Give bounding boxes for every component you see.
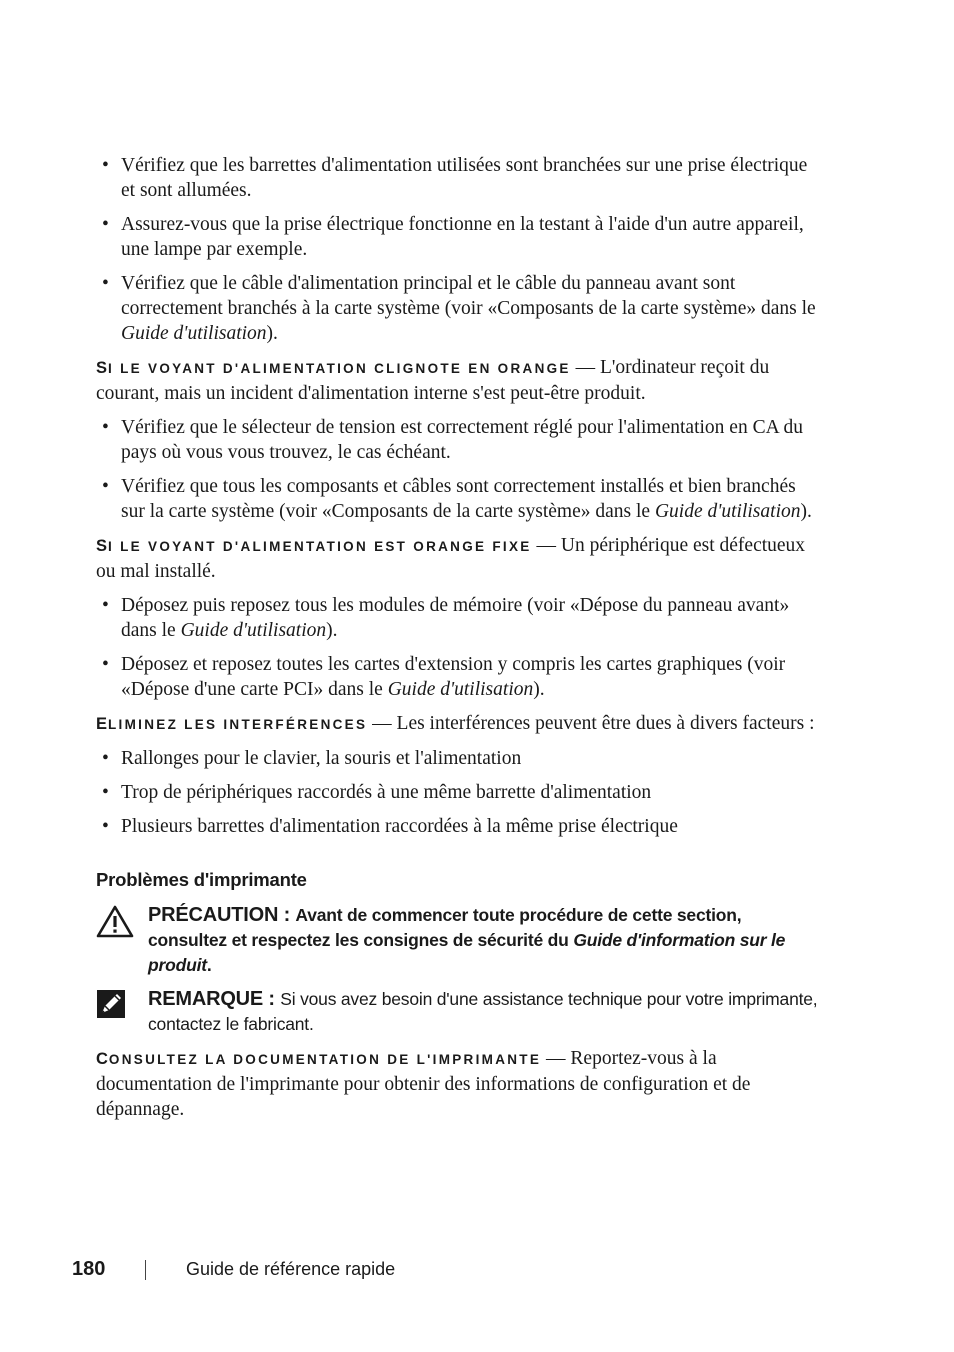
- list-item: [96, 652, 824, 702]
- label-dash: —: [570, 357, 600, 378]
- item-text-end: ).: [800, 501, 812, 522]
- list-item: • Vérifiez que le sélecteur de tension est correctement réglé pour l'alimentation en CA du pays où vous vous trouvez, le cas échéant.: [96, 415, 824, 465]
- interference-paragraph: [96, 711, 824, 737]
- caution-label: PRÉCAUTION :: [148, 904, 296, 926]
- note-label: REMARQUE :: [148, 988, 281, 1010]
- label-initial: E: [96, 715, 109, 733]
- paragraph-text: L'ordinateur reçoit du courant, mais un incident d'alimentation interne s'est peut-être produit.: [96, 357, 770, 404]
- power-strip-checklist: [96, 153, 824, 346]
- list-item: • Rallonges pour le clavier, la souris et l'alimentation: [96, 746, 824, 771]
- section-heading: Problèmes d'imprimante: [96, 869, 307, 890]
- item-text-end: ).: [326, 620, 338, 641]
- guide-reference: Guide d'utilisation: [121, 323, 267, 344]
- list-item: • Assurez-vous que la prise électrique fonctionne en la testant à l'aide d'un autre appareil, une lampe par exemple.: [96, 212, 824, 262]
- paragraph-text: Reportez-vous à la documentation de l'imprimante pour obtenir des informations de configuration et de dépannage.: [96, 1048, 751, 1120]
- blink-orange-label: [96, 361, 571, 376]
- list-item: • Vérifiez que les barrettes d'alimentation utilisées sont branchées sur une prise électrique et sont allumées.: [96, 153, 824, 203]
- list-item: [96, 271, 824, 346]
- solid-orange-checklist: [96, 593, 824, 702]
- label-rest: I LE VOYANT D'ALIMENTATION EST ORANGE FIXE: [108, 539, 532, 554]
- list-item: [96, 474, 824, 524]
- label-initial: C: [96, 1050, 109, 1068]
- solid-orange-paragraph: [96, 533, 824, 584]
- guide-reference: Guide d'utilisation: [180, 620, 327, 641]
- item-text: Vérifiez que le câble d'alimentation principal et le câble du panneau avant sont correctement branchés à la carte système (voir «Composants de la carte système» dans le: [121, 273, 816, 319]
- guide-reference: Guide d'utilisation: [654, 501, 801, 522]
- label-dash: —: [531, 535, 561, 556]
- label-rest: ONSULTEZ LA DOCUMENTATION DE L'IMPRIMANTE: [108, 1052, 542, 1067]
- note-pencil-icon: [96, 989, 126, 1026]
- page-content: [96, 153, 824, 1131]
- note-text: Si vous avez besoin d'une assistance technique pour votre imprimante, contactez le fabricant.: [148, 989, 818, 1034]
- item-text: Vérifiez que tous les composants et câbles sont correctement installés et bien branchés sur la carte système (voir «Composants de la carte système» dans le: [121, 476, 796, 522]
- list-item: • Trop de périphériques raccordés à une même barrette d'alimentation: [96, 780, 824, 805]
- item-text-end: ).: [533, 679, 545, 700]
- label-initial: S: [96, 537, 109, 555]
- label-rest: I LE VOYANT D'ALIMENTATION CLIGNOTE EN ORANGE: [108, 361, 571, 376]
- document-title: Guide de référence rapide: [186, 1259, 396, 1279]
- caution-text-end: .: [206, 955, 212, 975]
- list-item: • Plusieurs barrettes d'alimentation raccordées à la même prise électrique: [96, 814, 824, 839]
- label-dash: —: [541, 1048, 571, 1069]
- interference-label: [96, 717, 367, 732]
- item-text: Déposez puis reposez tous les modules de mémoire (voir «Dépose du panneau avant» dans le: [121, 595, 790, 641]
- guide-reference: Guide d'information sur le produit: [148, 930, 786, 975]
- item-text: Déposez et reposez toutes les cartes d'extension y compris les cartes graphiques (voir «Dépose d'une carte PCI» dans le: [121, 654, 786, 700]
- item-text-end: ).: [266, 323, 278, 344]
- paragraph-text: Un périphérique est défectueux ou mal installé.: [96, 535, 806, 582]
- interference-list: [96, 746, 824, 839]
- label-initial: S: [96, 359, 109, 377]
- note-notice: [96, 987, 824, 1037]
- warning-triangle-icon: [96, 905, 134, 946]
- guide-reference: Guide d'utilisation: [387, 679, 534, 700]
- printer-doc-paragraph: [96, 1046, 824, 1122]
- printer-doc-label: [96, 1052, 541, 1067]
- caution-text: Avant de commencer toute procédure de cette section, consultez et respectez les consignes de sécurité du: [148, 905, 742, 950]
- label-dash: —: [367, 713, 397, 734]
- solid-orange-label: [96, 539, 532, 554]
- paragraph-text: Les interférences peuvent être dues à divers facteurs :: [396, 713, 815, 734]
- footer-divider: [145, 1260, 146, 1280]
- label-rest: LIMINEZ LES INTERFÉRENCES: [108, 717, 368, 732]
- list-item: [96, 593, 824, 643]
- blink-orange-checklist: [96, 415, 824, 524]
- caution-notice: [96, 903, 824, 978]
- page-number: 180: [72, 1258, 106, 1280]
- blink-orange-paragraph: [96, 355, 824, 406]
